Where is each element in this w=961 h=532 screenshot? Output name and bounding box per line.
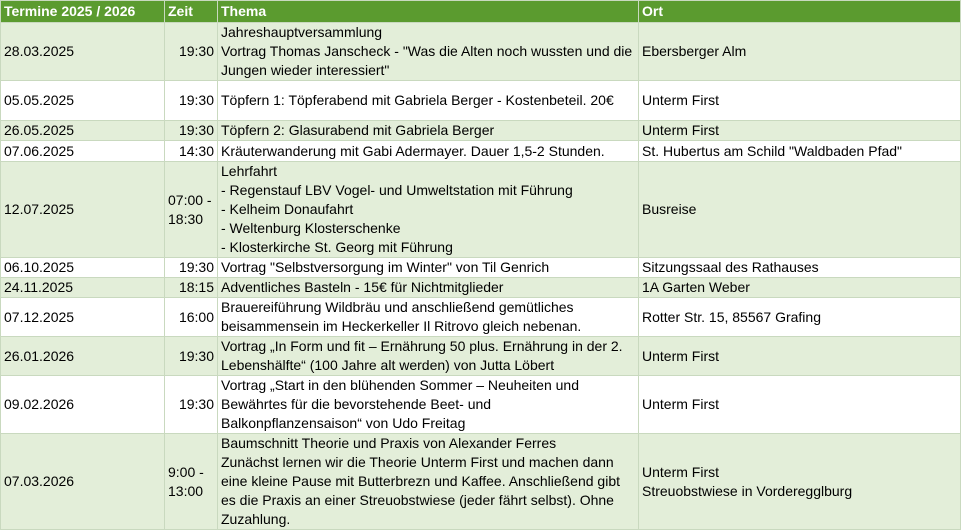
table-row: [1, 434, 961, 530]
event-date: 07.03.2026: [1, 434, 165, 530]
event-topic: Lehrfahrt - Regenstauf LBV Vogel- und Umweltstation mit Führung - Kelheim Donaufahrt - Weltenburg Klosterschenke - Klosterkirche St. Georg mit Führung: [218, 162, 639, 258]
event-place: Unterm First: [639, 337, 961, 376]
event-time: 14:30: [165, 141, 218, 162]
event-place: Unterm First: [639, 376, 961, 434]
event-date: 28.03.2025: [1, 23, 165, 81]
event-time: 16:00: [165, 298, 218, 337]
event-topic: Töpfern 2: Glasurabend mit Gabriela Berger: [218, 121, 639, 141]
event-topic: Jahreshauptversammlung Vortrag Thomas Janscheck - "Was die Alten noch wussten und die Jungen wieder interessiert": [218, 23, 639, 81]
table-row: [1, 121, 961, 141]
event-date: 09.02.2026: [1, 376, 165, 434]
event-date: 26.05.2025: [1, 121, 165, 141]
event-time: 9:00 - 13:00: [165, 434, 218, 530]
event-time: 19:30: [165, 81, 218, 121]
table-row: [1, 376, 961, 434]
event-topic: Brauereiführung Wildbräu und anschließend gemütliches beisammensein im Heckerkeller Il Ritrovo gleich nebenan.: [218, 298, 639, 337]
event-topic: Vortrag "Selbstversorgung im Winter" von Til Genrich: [218, 258, 639, 278]
event-date: 24.11.2025: [1, 278, 165, 298]
event-topic: Adventliches Basteln - 15€ für Nichtmitglieder: [218, 278, 639, 298]
event-time: 07:00 - 18:30: [165, 162, 218, 258]
table-row: [1, 298, 961, 337]
table-row: [1, 278, 961, 298]
header-zeit: Zeit: [165, 1, 218, 23]
event-date: 05.05.2025: [1, 81, 165, 121]
header-thema: Thema: [218, 1, 639, 23]
event-place: Sitzungssaal des Rathauses: [639, 258, 961, 278]
event-place: Rotter Str. 15, 85567 Grafing: [639, 298, 961, 337]
header-row: [1, 1, 961, 23]
table-row: [1, 258, 961, 278]
event-time: 18:15: [165, 278, 218, 298]
header-termine: Termine 2025 / 2026: [1, 1, 165, 23]
table-row: [1, 337, 961, 376]
event-place: St. Hubertus am Schild "Waldbaden Pfad": [639, 141, 961, 162]
event-date: 07.06.2025: [1, 141, 165, 162]
event-date: 12.07.2025: [1, 162, 165, 258]
event-time: 19:30: [165, 337, 218, 376]
table-row: [1, 23, 961, 81]
event-time: 19:30: [165, 376, 218, 434]
event-place: Busreise: [639, 162, 961, 258]
event-topic: Baumschnitt Theorie und Praxis von Alexander Ferres Zunächst lernen wir die Theorie Unterm First und machen dann eine kleine Pause mit Butterbrezn und Kaffee. Anschließend gibt es die Praxis an einer Streuobstwiese (jeder fährt selbst). Ohne Zuzahlung.: [218, 434, 639, 530]
event-place: Unterm First: [639, 121, 961, 141]
event-topic: Kräuterwanderung mit Gabi Adermayer. Dauer 1,5-2 Stunden.: [218, 141, 639, 162]
event-place: Unterm First: [639, 81, 961, 121]
table-row: [1, 81, 961, 121]
event-time: 19:30: [165, 23, 218, 81]
event-place: Unterm First Streuobstwiese in Vorderegglburg: [639, 434, 961, 530]
event-time: 19:30: [165, 121, 218, 141]
header-ort: Ort: [639, 1, 961, 23]
event-topic: Vortrag „In Form und fit – Ernährung 50 plus. Ernährung in der 2. Lebenshälfte“ (100 Jahre alt werden) von Jutta Löbert: [218, 337, 639, 376]
event-place: Ebersberger Alm: [639, 23, 961, 81]
event-topic: Vortrag „Start in den blühenden Sommer – Neuheiten und Bewährtes für die bevorstehende Beet- und Balkonpflanzensaison“ von Udo Freitag: [218, 376, 639, 434]
event-date: 06.10.2025: [1, 258, 165, 278]
table-row: [1, 162, 961, 258]
event-place: 1A Garten Weber: [639, 278, 961, 298]
event-topic: Töpfern 1: Töpferabend mit Gabriela Berger - Kostenbeteil. 20€: [218, 81, 639, 121]
event-date: 26.01.2026: [1, 337, 165, 376]
event-date: 07.12.2025: [1, 298, 165, 337]
table-row: [1, 141, 961, 162]
event-time: 19:30: [165, 258, 218, 278]
